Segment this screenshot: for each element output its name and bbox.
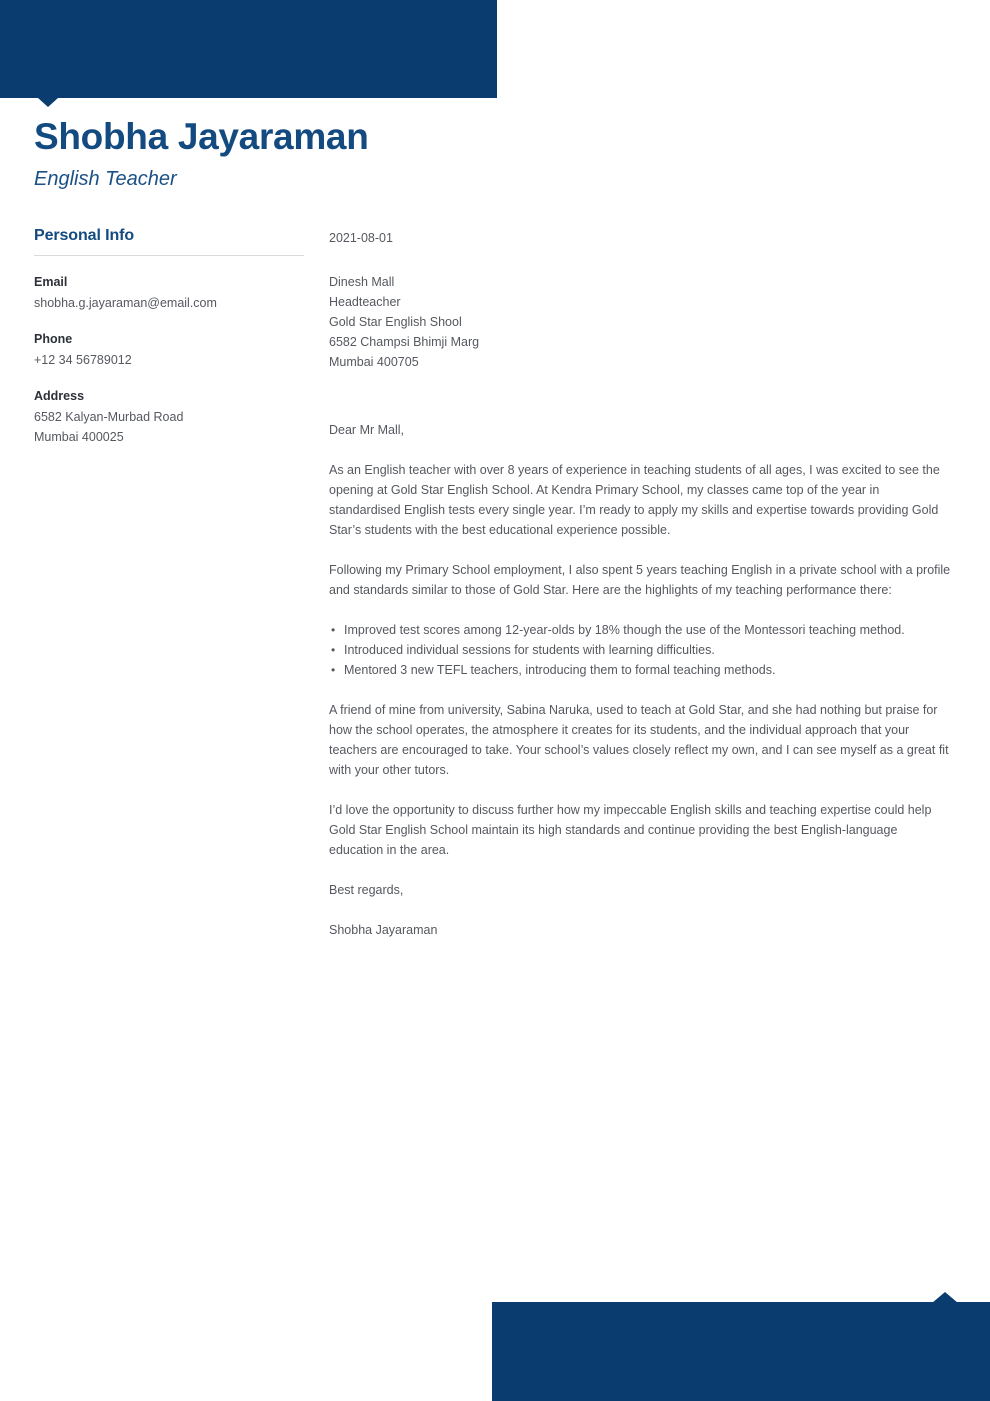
salutation: Dear Mr Mall, xyxy=(329,423,405,437)
recipient-address-block xyxy=(329,272,951,372)
info-label: Email xyxy=(34,275,68,289)
info-field-address xyxy=(34,388,306,447)
list-item: • Introduced individual sessions for students with learning difficulties. xyxy=(329,640,951,660)
recipient-line: Mumbai 400705 xyxy=(329,355,419,369)
page-title: Shobha Jayaraman xyxy=(34,116,369,157)
info-label: Address xyxy=(34,389,85,403)
identity-header xyxy=(34,114,654,192)
info-value-line: +12 34 56789012 xyxy=(34,353,132,367)
recipient-line: 6582 Champsi Bhimji Marg xyxy=(329,335,480,349)
footer-accent-bar xyxy=(492,1302,990,1401)
letter-date: 2021-08-01 xyxy=(329,231,393,245)
personal-info-heading: Personal Info xyxy=(34,227,135,244)
info-label: Phone xyxy=(34,332,73,346)
letter-paragraph-2: Following my Primary School employment, I also spent 5 years teaching English in a private school with a profile and standards similar to those of Gold Star. Here are the highlights of my teaching performance there: xyxy=(329,563,951,597)
info-value xyxy=(34,350,306,370)
recipient-line: Dinesh Mall xyxy=(329,275,395,289)
letter-signoff: Best regards, xyxy=(329,883,404,897)
header-accent-bar xyxy=(0,0,497,98)
letter-paragraph-1: As an English teacher with over 8 years of experience in teaching students of all ages, I was excited to see the opening at Gold Star English School. At Kendra Primary School, my classes came top of the year in standardised English tests every single year. I’m ready to apply my skills and expertise towards providing Gold Star’s students with the best educational experience possible. xyxy=(329,463,940,537)
info-value xyxy=(34,293,306,313)
highlights-list xyxy=(329,620,951,680)
info-field-phone xyxy=(34,331,306,370)
recipient-line: Headteacher xyxy=(329,295,401,309)
job-title: English Teacher xyxy=(34,168,177,190)
info-field-email xyxy=(34,274,306,313)
header-accent-notch-icon xyxy=(38,98,58,107)
personal-info-sidebar xyxy=(34,225,306,447)
section-divider xyxy=(34,255,304,256)
letter-paragraph-4: I’d love the opportunity to discuss further how my impeccable English skills and teaching expertise could help Gold Star English School maintain its high standards and continue providing the best English-language education in the area. xyxy=(329,803,932,857)
letter-body xyxy=(329,228,951,940)
info-value-line: Mumbai 400025 xyxy=(34,430,124,444)
info-value-line: 6582 Kalyan-Murbad Road xyxy=(34,410,184,424)
list-item: • Improved test scores among 12-year-olds by 18% though the use of the Montessori teaching method. xyxy=(329,620,951,640)
list-item: • Mentored 3 new TEFL teachers, introducing them to formal teaching methods. xyxy=(329,660,951,680)
letter-paragraph-3: A friend of mine from university, Sabina Naruka, used to teach at Gold Star, and she had nothing but praise for how the school operates, the atmosphere it creates for its students, and the individual approach that your teachers are encouraged to take. Your school’s values closely reflect my own, and I can see myself as a great fit with your other tutors. xyxy=(329,703,949,777)
info-value-line: shobha.g.jayaraman@email.com xyxy=(34,296,217,310)
recipient-line: Gold Star English Shool xyxy=(329,315,462,329)
letter-signature: Shobha Jayaraman xyxy=(329,923,438,937)
info-value xyxy=(34,407,306,447)
